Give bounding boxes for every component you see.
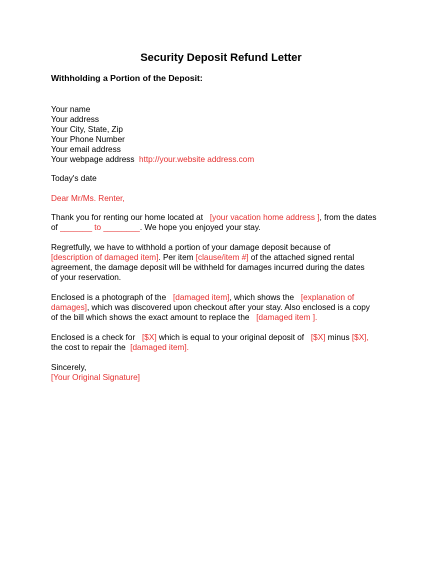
p2-text-f: agreement, the damage deposit will be withheld for damages incurred during the dates — [51, 263, 365, 272]
webpage-label: Your webpage address — [51, 155, 135, 164]
p4-text-e: minus — [327, 333, 350, 342]
p1-text-f: . We hope you enjoyed your stay. — [139, 223, 261, 232]
sender-city: Your City, State, Zip — [51, 125, 123, 134]
p1-address-placeholder: [your vacation home address ] — [209, 213, 320, 222]
sender-block — [51, 105, 391, 165]
p1-text-d: of — [51, 223, 58, 232]
p1-dates-placeholder: _______ to ________ — [60, 223, 140, 232]
webpage-link[interactable]: http://your.website address.com — [139, 155, 255, 164]
p4-text-g: the cost to repair the — [51, 343, 126, 352]
closing: Sincerely, — [51, 363, 87, 372]
p3-item-placeholder: [damaged item] — [173, 293, 230, 302]
p3-explanation-placeholder: [explanation of — [300, 293, 355, 302]
p1-text-a: Thank you for renting our home located at — [51, 213, 204, 222]
p4-deposit-amount: [$X] — [310, 333, 326, 342]
p3-text-c: , which shows the — [229, 293, 295, 302]
sender-email: Your email address — [51, 145, 121, 154]
letter-title: Security Deposit Refund Letter — [140, 52, 302, 64]
paragraph-1 — [51, 213, 391, 233]
letter-subtitle: Withholding a Portion of the Deposit: — [51, 73, 203, 83]
salutation: Dear Mr/Ms. Renter, — [51, 194, 125, 203]
p4-check-amount: [$X] — [142, 333, 157, 342]
sender-webpage — [51, 155, 391, 165]
p2-text-e: of the attached signed rental — [250, 253, 355, 262]
sender-name: Your name — [51, 105, 91, 114]
p3-item-placeholder-2: [damaged item ]. — [256, 313, 318, 322]
p2-text-a: Regretfully, we have to withhold a portion of your damage deposit because of — [51, 243, 331, 252]
p4-item-placeholder: [damaged item]. — [130, 343, 189, 352]
paragraph-4 — [51, 333, 391, 353]
sender-phone: Your Phone Number — [51, 135, 125, 144]
letter-date: Today's date — [51, 174, 97, 183]
p2-text-c: . Per item — [158, 253, 194, 262]
p2-text-g: of your reservation. — [51, 273, 122, 282]
p3-text-f: , which was discovered upon checkout after your stay. Also enclosed is a copy — [86, 303, 370, 312]
p4-repair-amount: [$X], — [351, 333, 369, 342]
p2-description-placeholder: [description of damaged item] — [51, 253, 159, 262]
signature: [Your Original Signature] — [51, 373, 140, 382]
p1-text-c: , from the dates — [319, 213, 377, 222]
p2-clause-placeholder: [clause/item #] — [195, 253, 249, 262]
paragraph-3 — [51, 293, 391, 323]
p3-text-g: of the bill which shows the exact amount to replace the — [51, 313, 250, 322]
sender-address: Your address — [51, 115, 99, 124]
p3-text-a: Enclosed is a photograph of the — [51, 293, 167, 302]
p3-damages-placeholder: damages] — [51, 303, 87, 312]
p4-text-a: Enclosed is a check for — [51, 333, 136, 342]
p4-text-c: which is equal to your original deposit of — [158, 333, 305, 342]
paragraph-2 — [51, 243, 391, 283]
